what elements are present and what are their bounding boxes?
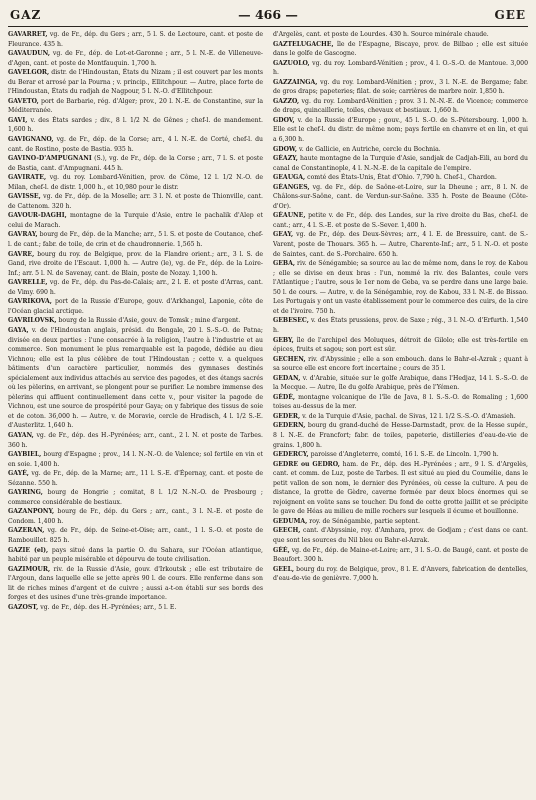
gazetteer-entry [8, 173, 263, 192]
entry-headword: GEAUGA, [273, 174, 306, 182]
entry-headword: GAVRIKOVA, [8, 298, 52, 306]
entry-headword: GAYA, [8, 326, 29, 334]
entry-text: montagne de la Turquie d'Asie, entre le pachalik d'Alep et celui de Marach. [8, 212, 263, 229]
entry-headword: GAVIGNANO, [8, 136, 54, 144]
entry-headword: GÉANGES, [273, 183, 310, 191]
entry-text: bourg de la Russie d'Asie, gouv. de Tomsk ; mine d'argent. [56, 317, 241, 325]
entry-text: île de l'archipel des Moluques, détroit de Gilolo; elle est très-fertile en épices, fruits et sagou; son port est sûr. [273, 336, 528, 354]
entry-text: v. de Gallicie, en Autriche, cercle du Bochnia. [297, 145, 441, 153]
gazetteer-entry [8, 97, 263, 116]
entry-text: vg. de Fr., dép. de la Moselle; arr. 3 l. N. et poste de Thionville, cant. de Cattenom. 320 h. [8, 193, 263, 210]
gazetteer-entry [273, 259, 528, 316]
entry-text: petite v. de Fr., dép. des Landes, sur la rive droite du Bas, chef-l. de cant.; arr., 4 l. S.-E. et poste de S.-Sever. 1,400 h. [273, 212, 528, 229]
entry-text: vg. de Fr., dép. de Lot-et-Garonne ; arr., 5 l. N.-E. de Villeneuve-d'Agen, cant. et poste de Montfauquin. 1,700 h. [8, 50, 263, 67]
entry-headword: GÉÉ, [273, 546, 290, 554]
gazetteer-entry [273, 526, 528, 545]
gazetteer-entry [273, 546, 528, 565]
entry-headword: GEEL, [273, 565, 295, 573]
entry-text: vg. de Fr., dép. de Maine-et-Loire; arr., 3 l. S.-O. de Baugé, cant. et poste de Beaufort. 300 h. [273, 546, 528, 564]
entry-text: bourg de Fr., dép. du Gers ; arr., cant., 3 l. N.-E. et poste de Condom. 1,400 h. [8, 508, 263, 525]
gazetteer-entry [273, 59, 528, 78]
entry-headword: GAZIMOUR, [8, 565, 51, 573]
entry-text: vg. de Fr., dép. des Deux-Sèvres; arr., 4 l. E. de Bressuire, cant. de S.-Varent, poste de Thouars. 365 h. — Autre, Charente-Inf.; arr., 5 l. N.-O. et poste de Saintes, cant. de S.-Porchaire. 650 h. [273, 231, 528, 258]
gazetteer-entry [273, 154, 528, 173]
gazetteer-entry [8, 297, 263, 316]
gazetteer-entry [8, 211, 263, 230]
entry-text: vg. de Fr., dép. du Pas-de-Calais; arr., 2 l. E. et poste d'Arras, cant. de Vimy. 690 h. [8, 279, 263, 296]
entry-text: bourg du roy. de Belgique, prov. de la Flandre orient.; arr., 3 l. S. de Gand, rive droite de l'Escaut. 1,000 h. — Autre (le), vg. de Fr., dép. de la Loire-Inf.; arr. 5 l. N. de Savenay, cant. de Blain, poste de Nozay. 1,100 h. [8, 250, 263, 277]
two-column-body [8, 30, 528, 800]
entry-text: v. de la Turquie d'Asie, pachal. de Sivas, 12 l. 1/2 S.-S.-O. d'Amasieh. [300, 412, 516, 420]
gazetteer-entry [8, 565, 263, 603]
entry-headword: GAVAUDUN, [8, 50, 51, 58]
gazetteer-entry [8, 326, 263, 431]
entry-text: roy. de Sénégambie, partie septent. [307, 517, 420, 525]
entry-text: port de la Russie d'Europe, gouv. d'Arkhangel, Laponie, côte de l'Océan glacial arctique. [8, 298, 263, 315]
entry-text: v. d'Arabie, située sur le golfe Arabique, dans l'Hedjaz, 14 l. S.-S.-O. de la Mecque. — Autre, île du golfe Arabique, près de l'Yémen. [273, 374, 528, 392]
entry-headword: GAVRILOVSK, [8, 317, 57, 325]
gazetteer-entry [273, 355, 528, 374]
entry-headword: GEBY, [273, 336, 294, 344]
entry-text: haute montagne de la Turquie d'Asie, sandjak de Cadjah-Eili, au bord du canal de Constantinople, 4 l. N.-N.-E. de la capitale de l'empire. [273, 155, 528, 172]
entry-text: vg. de Fr., dép. de la Marne; arr., 11 l. S.-E. d'Épernay, cant. et poste de Sézanne. 550 h. [8, 470, 263, 487]
entry-headword: GDOW, [273, 145, 297, 153]
gazetteer-entry [273, 116, 528, 145]
entry-text: vg. de Fr., dép. de Saône-et-Loire, sur la Dheune ; arr., 8 l. N. de Châlons-sur-Saône, cant. de Verdun-sur-Saône. 335 h. Poste de Beaune (Côte-d'Or). [273, 183, 528, 210]
entry-text: vg. de Fr., dép. des H.-Pyrénées; arr., cant., 2 l. N. et poste de Tarbes. 360 h. [8, 431, 263, 449]
entry-headword: GÉDÉ, [273, 393, 296, 401]
entry-text: bourg du roy. de Belgique, prov., 8 l. E. d'Anvers, fabrication de dentelles, d'eau-de-vie de genièvre. 7,000 h. [273, 565, 528, 583]
gazetteer-entry [273, 460, 528, 517]
entry-headword: GAZZAINGA, [273, 78, 318, 86]
entry-headword: GAVIRATE, [8, 174, 47, 182]
entry-text: v. des États sardes ; div., 8 l. 1/2 N. de Gênes ; chef-l. de mandement. 1,600 h. [8, 116, 263, 134]
entry-headword: GAZANPONY, [8, 508, 55, 516]
gazetteer-entry [273, 336, 528, 355]
entry-headword: GAZOST, [8, 603, 39, 611]
entry-text: pays situé dans la partie O. du Sahara, sur l'Océan atlantique, habité par un peuple misérable et dépourvu de toute civilisation. [8, 546, 263, 564]
entry-text: distr. de l'Hindoustan, États du Nizam ; il est couvert par les monts du Berar et arrosé par la Pourna ; v. princip., Ellitchpour. — Autre, place forte de l'Hindoustan, États du radjah de Nagpour, 5 l. N.-O. d'Ellitchpour. [8, 69, 263, 96]
gazetteer-entry [273, 211, 528, 230]
gazetteer-entry [8, 116, 263, 135]
entry-headword: GAZZO, [273, 97, 300, 105]
entry-text: bourg de Hongrie ; comitat, 8 l. 1/2 N.-N.-O. de Presbourg ; commerce considérable de bestiaux. [8, 489, 263, 506]
right-column [273, 30, 528, 800]
gazetteer-entry [273, 517, 528, 527]
gazetteer-entry [8, 135, 263, 154]
entry-headword: GAZTELUGACHE, [273, 40, 334, 48]
running-head-right: GEE [494, 8, 526, 22]
entry-text: bourg de Fr., dép. de la Manche; arr., 5 l. S. et poste de Coutance, chef-l. de cant.; fabr. de toile, de crin et de chaudronnerie. 1,565 h. [8, 231, 263, 249]
gazetteer-entry [273, 450, 528, 460]
entry-headword: GAVETO, [8, 97, 39, 105]
entry-text: cant. d'Abyssinie, roy. d'Amhara, prov. de Godjam ; c'est dans ce cant. que sont les sources du Nil bleu ou Bahr-el-Azrak. [273, 527, 528, 544]
page-header [8, 6, 528, 27]
gazetteer-entry [8, 526, 263, 545]
entry-text: ham. de Fr., dép. des H.-Pyrénées ; arr., 9 l. S. d'Argelès, cant. et comm. de Luz, poste de Tarbes. Il est situé au pied du Coumélie, dans le petit vallon de son nom, le dernier des Pyrénées, où cesse la culture. A peu de distance, la grotte de Gèdre, caverne formée par deux blocs énormes qui se rejoignent en voûte sans se toucher. Du fond de cette grotte jaillit et se précipite le gave de Héas au milieu de mille rochers sur lesquels il écume et bouillonne. [273, 460, 528, 516]
gazetteer-entry [8, 49, 263, 68]
entry-headword: GEBESEC, [273, 317, 309, 325]
gazetteer-entry [8, 30, 263, 49]
entry-text: vg. du roy. Lombard-Vénitien ; prov., 3 l. N.-E. de Bergame; fabr. de gros draps; papeteries; filat. de soie; carrières de marbre noir. 1,850 h. [273, 78, 528, 96]
entry-headword: GAVI, [8, 116, 28, 124]
gazetteer-entry [8, 507, 263, 526]
entry-headword: GAYÉ, [8, 470, 29, 478]
entry-text: riv. de la Russie d'Asie, gouv. d'Irkoutsk ; elle est tributaire de l'Argoun, dans laquelle elle se jette après 90 l. de cours. Elle renferme dans son lit de riches mines d'argent et de cuivre ; aussi a-t-on établi sur ses bords des forges et des usines d'une très-grande importance. [8, 565, 263, 602]
entry-text: vg. de Fr., dép. de Seine-et-Oise; arr., cant., 1 l. S.-O. et poste de Rambouillet. 825 h. [8, 527, 263, 544]
entry-headword: GAZIE (el), [8, 546, 49, 554]
entry-text: montagne volcanique de l'île de Java, 8 l. S.-S.-O. de Romaling ; 1,600 toises au-dessus de la mer. [273, 393, 528, 411]
entry-text: paroisse d'Angleterre, comté, 16 l. S.-E. de Lincoln. 1,790 h. [308, 451, 499, 459]
entry-headword: GEDRE ou GEDRO, [273, 460, 340, 468]
gazetteer-entry [8, 450, 263, 469]
entry-text: (S.), vg. de Fr., dép. de la Corse ; arr., 7 l. S. et poste de Bastia, cant. d'Ampugnani. 445 h. [8, 155, 263, 172]
gazetteer-entry [273, 183, 528, 212]
entry-headword: GEDER, [273, 412, 301, 420]
gazetteer-entry [8, 316, 263, 326]
gazetteer-entry [8, 278, 263, 297]
entry-headword: GAYAN, [8, 431, 34, 439]
entry-text: vg. de Fr., dép. du Gers ; arr., 5 l. S. de Lectoure, cant. et poste de Fleurance. 435 h. [8, 31, 263, 48]
entry-text: vg. du roy. Lombard-Vénitien ; prov. 3 l. N.-N.-E. de Vicence; commerce de draps, quincaillerie, toiles, chevaux et bestiaux. 1,660 h. [273, 97, 528, 115]
entry-headword: GECHEN, [273, 355, 306, 363]
gazetteer-entry [273, 78, 528, 97]
entry-text: vg. de Fr., dép. des H.-Pyrénées; arr., 5 l. E. [38, 603, 177, 611]
gazetteer-entry [8, 431, 263, 450]
gazetteer-entry [8, 68, 263, 97]
entry-headword: GEECH, [273, 527, 301, 535]
entry-headword: GAVINO-D'AMPUGNANI [8, 155, 92, 163]
entry-headword: GAVISSE, [8, 193, 41, 201]
entry-text: port de Barbarie, rég. d'Alger; prov., 20 l. N.-E. de Constantine, sur la Méditerranée. [8, 97, 263, 115]
entry-headword: GEDERN, [273, 422, 306, 430]
entry-headword: GEDERCY, [273, 451, 309, 459]
entry-text: v. de la Russie d'Europe ; gouv., 45 l. S.-O. de S.-Pétersbourg. 1,000 h. Elle est le chef-l. du distr. de même nom; pays fertile en chanvre et en lin, et qui a 6,300 h. [273, 116, 528, 144]
entry-text: vg. de Fr., dép. de la Corse; arr., 4 l. N.-E. de Corté, chef-l. du cant. de Rostino, poste de Bastia. 935 h. [8, 136, 263, 153]
entry-text: île de l'Espagne, Biscaye, prov. de Bilbao ; elle est située dans le golfe de Gascogne. [273, 40, 528, 58]
entry-headword: GEBA, [273, 260, 296, 268]
entry-headword: GEDUMA, [273, 517, 308, 525]
gazetteer-entry [273, 565, 528, 584]
entry-headword: GAVRAY, [8, 231, 38, 239]
entry-text: vg. du roy. Lombard-Vénitien ; prov., 4 l. O.-S.-O. de Mantoue. 3,000 h. [273, 59, 528, 77]
gazetteer-entry [8, 546, 263, 565]
entry-text: vg. du roy. Lombard-Vénitien, prov. de Côme, 12 l. 1/2 N.-O. de Milan, chef-l. de distr. 1,000 h., et 10,980 pour le distr. [8, 174, 263, 191]
entry-headword: GÉAZY, [273, 155, 298, 163]
entry-headword: GAVRELLE, [8, 279, 48, 287]
entry-text: bourg du grand-duché de Hesse-Darmstadt, prov. de la Hesse supér., 8 l. N.-E. de Francfort; fabr. de toiles, papeterie, distilleries d'eau-de-vie de grains. 1,800 h. [273, 422, 528, 449]
gazetteer-entry [273, 316, 528, 335]
entry-text: v. de l'Hindoustan anglais, présid. du Bengale, 20 l. S.-S.-O. de Patna; divisée en deux parties : l'une consacrée à la religion, l'autre à l'industrie et au commerce. Son monument le plus remarquable est la pagode, dédiée au dieu Vichnou; elle est la plus célèbre de tout l'Hindoustan ; cette v. a quelques bâtiments d'un caractère particulier, nommés des gymnases destinés spécialement aux individus attachés au service des pagodes, et des étangs sacrés où les pèlerins, en arrivant, se plongent pour se purifier. Le nombre immense des pèlerins qui affluent continuellement dans cette v., pour visiter la pagode de Vichnou, est une source de prospérité pour Gaya; on y fabrique des tissus de soie et de coton. 36,000 h. — Autre, v. de Moravie, cercle de Hradisch, 4 l. 1/2 S.-E. d'Austerlitz. 1,640 h. [8, 326, 263, 430]
gazetteer-entry [8, 603, 263, 613]
gazetteer-entry [273, 40, 528, 59]
entry-headword: GAVRE, [8, 250, 35, 258]
entry-headword: GAVARRET, [8, 31, 48, 38]
entry-headword: GAVOUR-DAGHI, [8, 212, 67, 220]
gazetteer-entry [8, 250, 263, 279]
gazetteer-entry [273, 173, 528, 183]
running-head-left: GAZ [10, 8, 42, 22]
entry-headword: GEAY, [273, 231, 294, 239]
gazetteer-entry [8, 488, 263, 507]
entry-text: riv. de Sénégambie; sa source au lac de même nom, dans le roy. de Kabou ; elle se divise en deux bras : l'un, nommé la riv. des Balantes, coule vers l'Atlantique ; l'autre, sous le 1er nom de Geba, va se perdre dans une large baie. 50 l. de cours. — Autre, v. de la Sénégambie, roy. de Kabou, 33 l. N.-E. de Bissao. Les Portugais y ont un vaste établissement pour le commerce des cuirs, de la cire et de l'ivoire. 750 h. [273, 260, 528, 315]
left-column [8, 30, 263, 800]
entry-headword: GAVELGOR, [8, 69, 50, 77]
gazetteer-entry [273, 145, 528, 155]
gazetteer-entry [8, 154, 263, 173]
entry-headword: GEDAN, [273, 374, 301, 382]
entry-headword: GAYRING, [8, 489, 43, 497]
gazetteer-entry [273, 393, 528, 412]
gazetteer-entry [8, 192, 263, 211]
entry-text: comté des États-Unis, État d'Ohio. 7,790 h. Chef-l., Chardon. [305, 174, 497, 182]
gazetteer-entry [273, 97, 528, 116]
gazetteer-entry [273, 230, 528, 259]
entry-headword: GDOV, [273, 116, 295, 124]
entry-text: bourg d'Espagne ; prov., 14 l. N.-N.-O. de Valence; sol fertile en vin et en soie. 1,400 h. [8, 451, 263, 468]
entry-text: d'Argelès, cant. et poste de Lourdes. 430 h. Source minérale chaude. [273, 31, 489, 38]
gazetteer-entry [273, 30, 528, 40]
gazetteer-entry [8, 469, 263, 488]
entry-headword: GAZUOLO, [273, 59, 310, 67]
entry-headword: GÉAUNE, [273, 212, 306, 220]
page-number: — 466 — [238, 7, 298, 22]
entry-text: v. des États prussiens, prov. de Saxe ; rég., 3 l. N.-O. d'Erfurth. 1,540 h. [273, 317, 528, 334]
gazetteer-entry [273, 374, 528, 393]
entry-text: riv. d'Abyssinie ; elle a son embouch. dans le Bahr-el-Azrak ; quant à sa source elle est encore fort incertaine ; cours de 35 l. [273, 355, 528, 373]
gazetteer-entry [8, 230, 263, 249]
gazetteer-entry [273, 412, 528, 422]
gazetteer-entry [273, 421, 528, 450]
entry-headword: GAYBIEL, [8, 451, 42, 459]
entry-headword: GAZERAN, [8, 527, 45, 535]
